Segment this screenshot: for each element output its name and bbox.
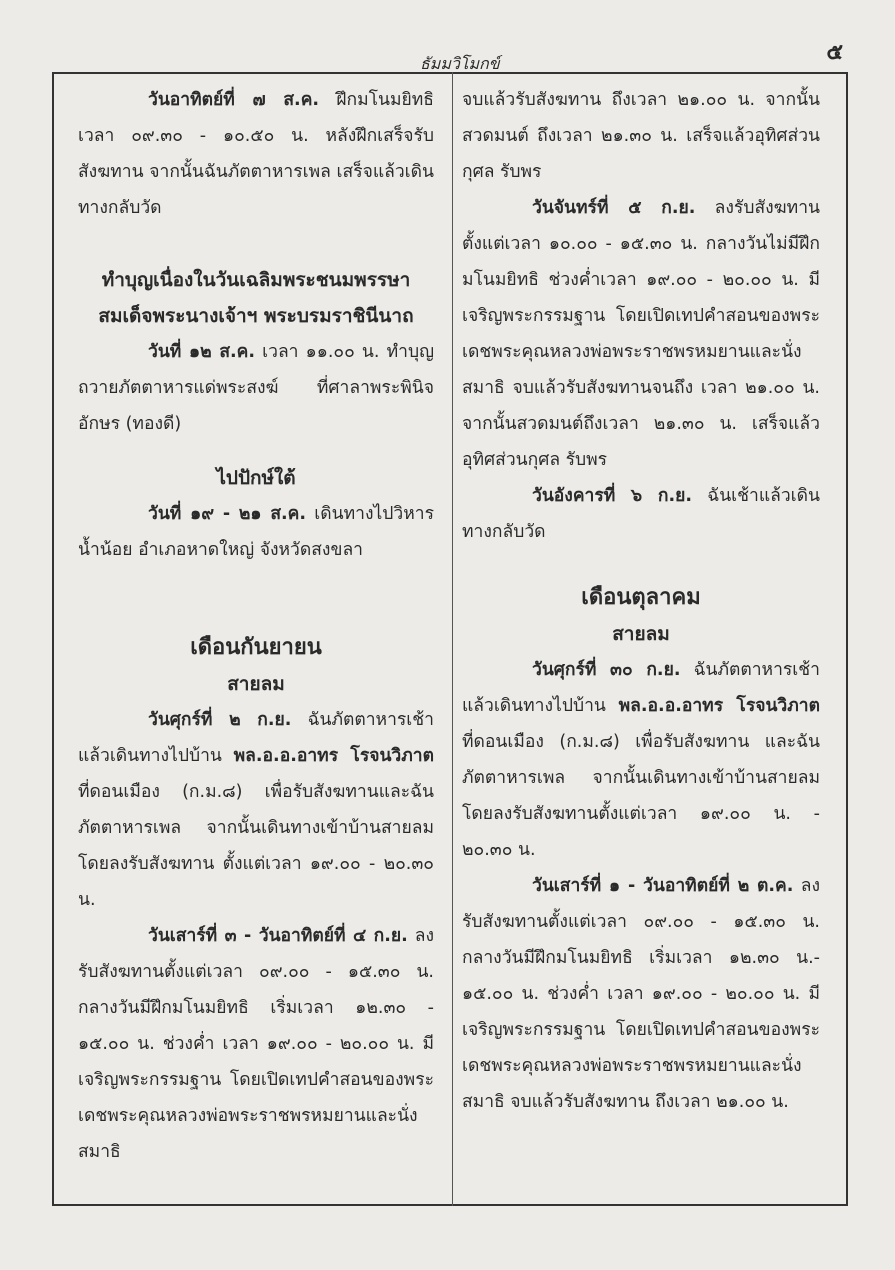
heading-south: ไปปักษ์ใต้ [216, 467, 296, 489]
paragraph-aug-12 [78, 334, 434, 442]
paragraph-text: ลงรับสังฆทานตั้งแต่เวลา ๐๙.๐๐ - ๑๕.๓๐ น. กลางวันมีฝึกมโนมยิทธิ เริ่มเวลา ๑๒.๓๐ น.- ๑๕.๐๐ น. ช่วงค่ำ เวลา ๑๙.๐๐ - ๒๐.๐๐ น. มีเจริญพระกรรมฐาน โดยเปิดเทปคำสอนของพระเดชพระคุณหลวงพ่อพระราชพรหมยานและนั่งสมาธิ จบแล้วรับสังฆทาน ถึงเวลา ๒๑.๐๐ น. [462, 876, 820, 1112]
date-lead: วันศุกร์ที่ ๒ ก.ย. [148, 710, 292, 730]
date-lead: วันที่ ๑๒ ส.ค. [148, 342, 255, 362]
date-lead: วันอาทิตย์ที่ ๗ ส.ค. [148, 90, 320, 110]
paragraph-text: ที่ดอนเมือง (ก.ม.๘) เพื่อรับสังฆทานและฉันภัตตาหารเพล จากนั้นเดินทางเข้าบ้านสายลมโดยลงรับสังฆทาน ตั้งแต่เวลา ๑๙.๐๐ - ๒๐.๓๐ น. [78, 782, 434, 910]
right-column [462, 82, 820, 1120]
paragraph-text: ฉันเช้าแล้วเดินทางกลับวัด [462, 486, 820, 542]
date-lead: วันเสาร์ที่ ๑ - วันอาทิตย์ที่ ๒ ต.ค. [532, 876, 794, 896]
date-lead: วันอังคารที่ ๖ ก.ย. [532, 486, 693, 506]
paragraph-text: ลงรับสังฆทาน ตั้งแต่เวลา ๑๐.๐๐ - ๑๕.๓๐ น. กลางวันไม่มีฝึกมโนมยิทธิ ช่วงค่ำเวลา ๑๙.๐๐ - ๒๐.๐๐ น. มีเจริญพระกรรมฐาน โดยเปิดเทปคำสอนของพระเดชพระคุณหลวงพ่อพระราชพรหมยานและนั่งสมาธิ จบแล้วรับสังฆทานจนถึง เวลา ๒๑.๐๐ น. จากนั้นสวดมนต์ถึงเวลา ๒๑.๓๐ น. เสร็จแล้วอุทิศส่วนกุศล รับพร [462, 198, 820, 470]
paragraph-sep-3-4 [78, 918, 434, 1170]
paragraph-sep-5 [462, 190, 820, 478]
paragraph-sep-6 [462, 478, 820, 550]
paragraph-aug-19-21 [78, 496, 434, 568]
column-divider [452, 72, 453, 1206]
left-column [78, 82, 434, 1170]
date-lead: วันเสาร์ที่ ๓ - วันอาทิตย์ที่ ๔ ก.ย. [148, 926, 408, 946]
heading-merit-line-2: สมเด็จพระนางเจ้าฯ พระบรมราชินีนาถ [98, 305, 414, 327]
paragraph-text: ฉันภัตตาหารเช้าแล้วเดินทางไปบ้าน [462, 660, 820, 716]
paragraph-text: ลงรับสังฆทานตั้งแต่เวลา ๐๙.๐๐ - ๑๕.๓๐ น. กลางวันมีฝึกมโนมยิทธิ เริ่มเวลา ๑๒.๓๐ - ๑๕.๐๐ น. ช่วงค่ำ เวลา ๑๙.๐๐ - ๒๐.๐๐ น. มีเจริญพระกรรมฐาน โดยเปิดเทปคำสอนของพระเดชพระคุณหลวงพ่อพระราชพรหมยานและนั่งสมาธิ [78, 926, 435, 1162]
running-header: ธัมมวิโมกข์ [420, 54, 500, 73]
paragraph-text: ที่ดอนเมือง (ก.ม.๘) เพื่อรับสังฆทาน และฉันภัตตาหารเพล จากนั้นเดินทางเข้าบ้านสายลมโดยลงรับสังฆทานตั้งแต่เวลา ๑๙.๐๐ น. - ๒๐.๓๐ น. [462, 732, 820, 860]
paragraph-aug-7 [78, 82, 434, 226]
paragraph-text: ฉันภัตตาหารเช้าแล้วเดินทางไปบ้าน [78, 710, 434, 766]
page-number: ๕ [826, 40, 843, 65]
heading-saylom: สายลม [612, 623, 670, 645]
paragraph-sep-2 [78, 702, 434, 918]
paragraph-sep-30 [462, 652, 820, 868]
heading-merit-line-1: ทำบุญเนื่องในวันเฉลิมพระชนมพรรษา [101, 269, 411, 291]
paragraph-continued: จบแล้วรับสังฆทาน ถึงเวลา ๒๑.๐๐ น. จากนั้นสวดมนต์ ถึงเวลา ๒๑.๓๐ น. เสร็จแล้วอุทิศส่วนกุศล รับพร [462, 90, 820, 182]
paragraph-text: เวลา ๑๑.๐๐ น. ทำบุญถวายภัตตาหารแด่พระสงฆ์ ที่ศาลาพระพินิจอักษร (ทองดี) [78, 342, 434, 434]
heading-september: เดือนกันยายน [190, 635, 322, 660]
paragraph-text: เดินทางไปวิหารน้ำน้อย อำเภอหาดใหญ่ จังหวัดสงขลา [78, 504, 434, 560]
paragraph-text: ฝึกมโนมยิทธิ เวลา ๐๙.๓๐ - ๑๐.๕๐ น. หลังฝึกเสร็จรับสังฆทาน จากนั้นฉันภัตตาหารเพล เสร็จแล้วเดินทางกลับวัด [78, 90, 434, 218]
paragraph-oct-1-2 [462, 868, 820, 1120]
date-lead: วันจันทร์ที่ ๕ ก.ย. [532, 198, 696, 218]
heading-october: เดือนตุลาคม [581, 585, 701, 610]
heading-saylom: สายลม [227, 673, 285, 695]
person-name: พล.อ.อ.อาทร โรจนวิภาต [618, 696, 820, 716]
person-name: พล.อ.อ.อาทร โรจนวิภาต [233, 746, 434, 766]
date-lead: วันที่ ๑๙ - ๒๑ ส.ค. [148, 504, 307, 524]
date-lead: วันศุกร์ที่ ๓๐ ก.ย. [532, 660, 681, 680]
